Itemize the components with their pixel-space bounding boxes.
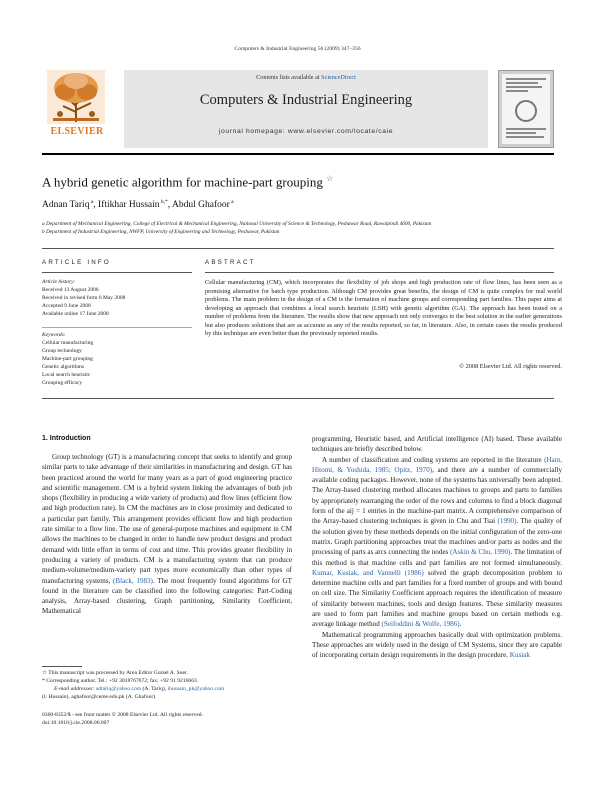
article-info-divider xyxy=(42,272,192,273)
issn-line: 0360-8352/$ - see front matter © 2008 Elsevier Ltd. All rights reserved. xyxy=(42,712,203,718)
citation-link[interactable]: Kusiak xyxy=(509,651,530,660)
author-name[interactable]: , Abdul Ghafoor xyxy=(167,200,230,211)
masthead xyxy=(42,68,554,148)
homepage-prefix: journal homepage: xyxy=(218,128,288,135)
sciencedirect-link[interactable]: ScienceDirect xyxy=(321,74,356,81)
citation-link[interactable]: (Black, 1983) xyxy=(113,576,153,585)
footnote: ☆ This manuscript was processed by Area Editor Gursel A. Suer. xyxy=(42,670,188,676)
email-owner: (A. Tariq), xyxy=(141,686,168,692)
email-link[interactable]: ihussain_pk@yahoo.com xyxy=(167,686,225,692)
elsevier-logo xyxy=(42,68,112,146)
footnote-emails xyxy=(42,686,302,693)
running-header: Computers & Industrial Engineering 56 (2009) 347–356 xyxy=(234,46,361,52)
emails-label: E-mail addresses: xyxy=(54,686,96,692)
author-affiliation-mark[interactable]: a xyxy=(229,199,234,205)
left-column xyxy=(42,452,292,617)
keyword: Local search heuristic xyxy=(42,372,91,378)
keyword: Grouping efficacy xyxy=(42,380,83,386)
footnote: (I. Hussain), aghafoor@ceme.edu.pk (A. Ghafoor). xyxy=(42,694,157,700)
cover-line xyxy=(506,128,546,130)
intro-paragraph xyxy=(42,452,292,617)
contents-prefix: Contents lists available at xyxy=(256,74,322,81)
keyword: Machine-part grouping xyxy=(42,356,93,362)
contents-available-line xyxy=(124,74,488,81)
history-item: Received 13 August 2006 xyxy=(42,287,99,293)
history-item: Accepted 9 June 2008 xyxy=(42,303,91,309)
citation-link[interactable]: (1990) xyxy=(497,517,517,526)
author-name[interactable]: Adnan Tariq xyxy=(42,200,90,211)
right-column xyxy=(312,434,562,661)
author-list xyxy=(42,199,234,210)
cover-emblem-icon xyxy=(515,100,537,122)
cover-line xyxy=(506,82,538,84)
cover-line xyxy=(506,132,536,134)
citation-link[interactable]: Kumar, Kusiak, and Vannelli (1986) xyxy=(312,568,424,577)
introduction-heading: 1. Introduction xyxy=(42,435,91,442)
journal-banner xyxy=(124,70,488,148)
publisher-name: ELSEVIER xyxy=(50,126,104,137)
keyword: Genetic algorithms xyxy=(42,364,85,370)
article-title xyxy=(42,174,554,190)
intro-paragraph xyxy=(312,455,562,630)
intro-text: Mathematical programming approaches basically deal with optimization problems. These approaches are widely used in the design of CM Systems, since they are capable of incorporating certain design requirements in the design procedure. xyxy=(312,630,562,660)
citation-link[interactable]: (Askin & Chu, 1990) xyxy=(450,548,511,557)
email-link[interactable]: adtariq@yahoo.com xyxy=(95,686,142,692)
doi-line[interactable]: doi:10.1016/j.cie.2008.06.007 xyxy=(42,720,110,726)
cover-page xyxy=(502,74,550,144)
cover-line xyxy=(506,86,542,88)
journal-title: Computers & Industrial Engineering xyxy=(199,92,413,108)
abstract-text: Cellular manufacturing (CM), which incorporates the flexibility of job shops and high production rate of flow lines, has been seen as a promising alternative for batch type production. Although CM provides great benefits, the design of CM is quite complex for real world problems. The main problem in the design of a CM is the formation of machine groups and corresponding part families. This paper aims at developing an approach that combines a local search heuristic (LSH) with genetic algorithm (GA). The approach has been tested on a number of problems from the literature. The results show that new approach not only converges to the best solution in the earlier generations but also produces solutions that are as accurate as any of the results reported, so far, in literature. Also, in certain cases the results produced by this technique are even better than the previously reported results. xyxy=(205,279,562,337)
affiliation: a Department of Mechanical Engineering, College of Electrical & Mechanical Engineering, National University of Science & Technology, Peshawar Road, Rawalpindi 4600, Pakistan xyxy=(42,221,432,227)
intro-text: . The quality of the solution given by these methods depends on the initial configuration of the zero-one matrix. Graph partitioning approaches treat the machines and/or parts as nodes and the processing of parts as arcs connecting the nodes xyxy=(312,517,563,557)
history-item: Available online 17 June 2008 xyxy=(42,311,109,317)
masthead-divider xyxy=(42,153,554,155)
author-affiliation-mark[interactable]: b,* xyxy=(159,199,168,205)
intro-text: solved the graph decomposition problem to determine machine cells and part families for a fixed number of groups and with bound on cell size. The Similarity Coefficient approach requires the identification of measure of similarity between machines, tools and design features. These similarity measures are used to form part families and machine groups based on certain methods e.g. average linkage method xyxy=(312,568,562,629)
intro-text: , and there are a number of commercially available coding packages. However, none of the systems has universally been adopted. The Array-based clustering method allocates machines to groups and parts to families by appropriately rearranging the order of the rows and columns to find a block diagonal form of the aij = 1 entries in the machine-part matrix. A comprehensive comparison of the Array-based clustering techniques is given in Chu and Tsai xyxy=(312,465,562,526)
author-name[interactable]: , Iftikhar Hussain xyxy=(93,200,160,211)
citation-link[interactable]: (Ham, Hitomi, & Yoshida, 1985; Opitz, 1970) xyxy=(312,455,562,474)
keyword: Group technology xyxy=(42,348,82,354)
keywords-label: Keywords: xyxy=(42,332,66,338)
footnote: * Corresponding author. Tel.: +92 3018767672; fax: +92 91 9216663. xyxy=(42,678,199,684)
intro-text: Group technology (GT) is a manufacturing concept that seeks to identify and group similar parts to take advantage of their similarities in manufacturing and design. GT has been practiced around the world for many years as a part of good engineering practice and scientific management. CM is a hybrid system linking the advantages of both job shops (flexibility in producing a wide variety of products) and flow lines (efficient flow and high production rate). In CM the machines are in close proximity and dedicated to a particular part family. This arrangement provides efficient flow and high production rate similar to a flow line. The use of general-purpose machines and equipment in CM allows the machines to be changed in order to handle new product designs and product demand with little effort in terms of cost and time. This provides greater flexibility in producing a variety of products. CM is a manufacturing system that can produce medium-volume/medium-variety part types more economically than other types of manufacturing systems, xyxy=(42,453,292,585)
intro-paragraph xyxy=(312,434,562,455)
citation-link[interactable]: (Seifoddini & Wolfe, 1986) xyxy=(381,620,460,629)
affiliation: b Department of Industrial Engineering, NWFP, University of Engineering and Technology, Peshawar, Pakistan xyxy=(42,229,280,235)
author-affiliation-mark[interactable]: a xyxy=(89,199,94,205)
article-title-text: A hybrid genetic algorithm for machine-part grouping xyxy=(42,174,323,190)
keywords-divider xyxy=(42,327,192,328)
intro-text: . xyxy=(459,620,462,629)
intro-text: A number of classification and coding systems are reported in the literature xyxy=(322,455,545,464)
intro-text: . The limitation of this method is that machine cells and part families are not formed simultaneously. xyxy=(312,548,562,567)
intro-text: . The most frequently found algorithms for GT found in the literature can be classified into the following categories: Part-Coding analysis, Array-based clustering, Graph partitioning, Similarity Coefficient, Mathematical xyxy=(42,576,293,616)
body-divider xyxy=(42,398,554,399)
cover-line xyxy=(506,90,528,92)
title-footnote-mark[interactable]: ☆ xyxy=(326,174,334,183)
abstract-divider xyxy=(205,272,554,273)
cover-line xyxy=(506,78,546,80)
abstract-copyright: © 2008 Elsevier Ltd. All rights reserved. xyxy=(459,363,562,370)
journal-homepage xyxy=(124,128,488,135)
history-label: Article history: xyxy=(42,279,76,285)
homepage-link[interactable]: www.elsevier.com/locate/caie xyxy=(287,128,394,135)
elsevier-tree-icon xyxy=(47,70,105,124)
journal-cover-thumbnail xyxy=(498,70,554,148)
keyword: Cellular manufacturing xyxy=(42,340,94,346)
footnote-divider xyxy=(42,666,82,667)
intro-paragraph xyxy=(312,630,562,661)
abstract-heading: ABSTRACT xyxy=(205,259,256,266)
article-info-heading: ARTICLE INFO xyxy=(42,259,111,266)
front-matter-divider xyxy=(42,248,554,249)
intro-text: programming, Heuristic based, and Artificial intelligence (AI) based. These available techniques are briefly described below. xyxy=(312,435,562,454)
cover-line xyxy=(506,136,544,138)
history-item: Received in revised form 6 May 2008 xyxy=(42,295,126,301)
